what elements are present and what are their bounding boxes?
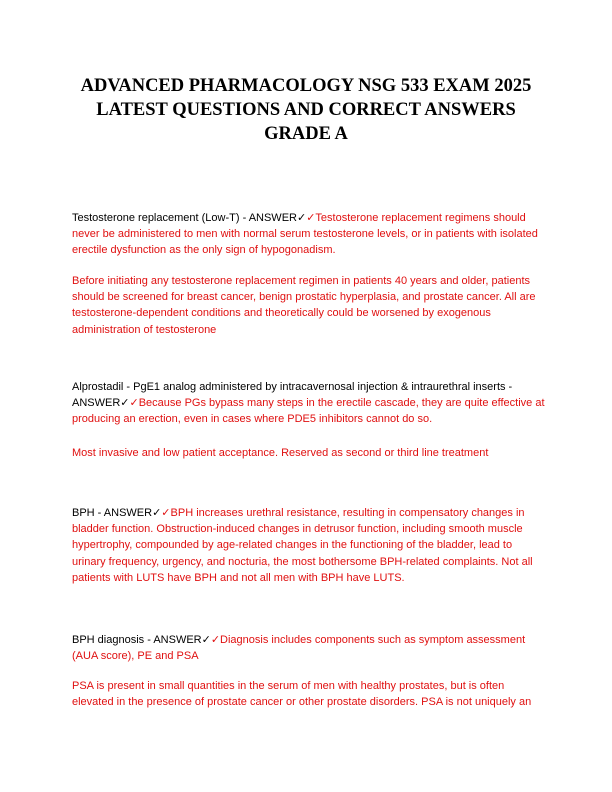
answer-text: BPH increases urethral resistance, resulting in compensatory changes in bladder function. Obstruction-induced changes in detrusor function, including smooth muscle hypertrophy, compounded by age-related changes in the functioning of the bladder, lead to urinary frequency, urgency, and nocturia, the most bothersome BPH-related complaints. Not all patients with LUTS have BPH and not all men with BPH have LUTS. — [72, 507, 533, 584]
qa-note: PSA is present in small quantities in the serum of men with healthy prostates, but is often elevated in the presence of prostate cancer or other prostate disorders. PSA is not uniquely an — [72, 680, 532, 709]
question-term: Alprostadil - PgE1 analog administered by intracavernosal injection & intraurethral inserts - — [72, 381, 513, 393]
answer-label: ANSWER — [72, 397, 121, 410]
checkmark-icon: ✓✓ — [201, 633, 221, 646]
answer-label: ANSWER — [153, 634, 202, 646]
qa-entry-alprostadil — [72, 379, 548, 428]
title-line-2: LATEST QUESTIONS AND CORRECT ANSWERS — [96, 100, 516, 120]
answer-text: Because PGs bypass many steps in the erectile cascade, they are quite effective at producing an erection, even in cases where PDE5 inhibitors cannot do so. — [72, 397, 545, 426]
answer-label: ANSWER — [103, 507, 153, 519]
answer-label: ANSWER — [248, 212, 297, 224]
document-title — [60, 74, 552, 146]
qa-entry-bph — [72, 505, 548, 586]
answer-text: Diagnosis includes components such as symptom assessment (AUA score), PE and PSA — [72, 634, 526, 663]
title-line-3: GRADE A — [264, 124, 348, 144]
answer-text: Testosterone replacement regimens should never be administered to men with normal serum testosterone levels, or in patients with isolated erectile dysfunction as the only sign of hypogonadism. — [72, 212, 538, 257]
question-term: BPH diagnosis - — [72, 634, 154, 646]
question-term: Testosterone replacement (Low-T) - — [72, 212, 249, 224]
qa-entry-bph-diagnosis — [72, 632, 548, 664]
qa-entry-testosterone — [72, 210, 548, 259]
checkmark-icon: ✓✓ — [120, 396, 139, 410]
title-line-1: ADVANCED PHARMACOLOGY NSG 533 EXAM 2025 — [80, 76, 532, 96]
qa-note: Most invasive and low patient acceptance. Reserved as second or third line treatment — [72, 447, 489, 459]
checkmark-icon: ✓✓ — [296, 211, 316, 224]
checkmark-icon: ✓✓ — [152, 506, 171, 519]
qa-note: Before initiating any testosterone replacement regimen in patients 40 years and older, patients should be screened for breast cancer, benign prostatic hyperplasia, and prostate cancer. All are testosterone-dependent conditions and theoretically could be worsened by exogenous administration of testosterone — [72, 275, 536, 336]
question-term: BPH - — [72, 507, 104, 519]
